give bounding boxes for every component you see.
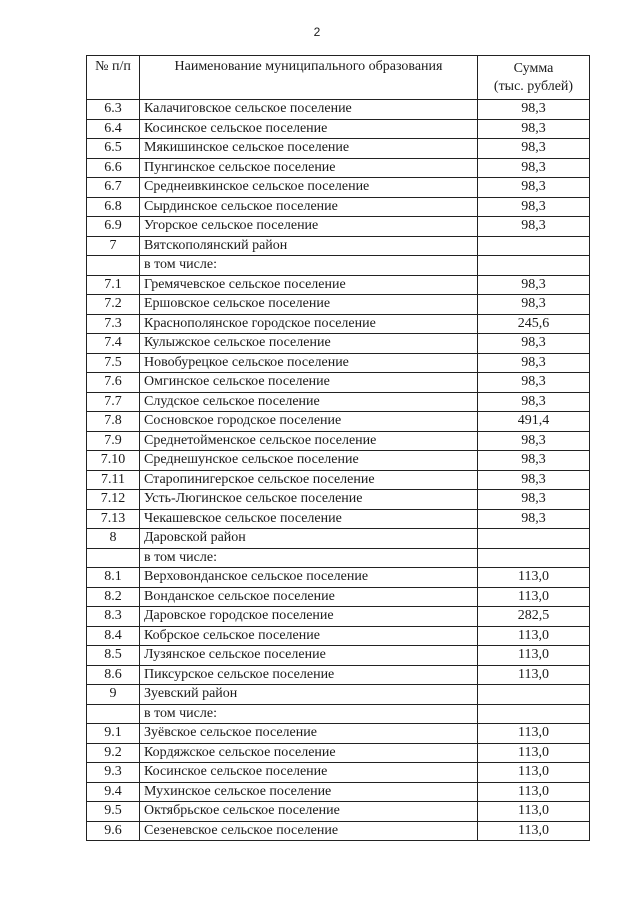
row-name: Сезеневское сельское поселение bbox=[140, 821, 478, 841]
row-name: Сырдинское сельское поселение bbox=[140, 197, 478, 217]
header-sum-line2: (тыс. рублей) bbox=[493, 78, 574, 94]
row-name: Косинское сельское поселение bbox=[140, 763, 478, 783]
table-row bbox=[87, 431, 590, 451]
row-sum: 282,5 bbox=[478, 607, 590, 627]
row-sum: 245,6 bbox=[478, 314, 590, 334]
table-row bbox=[87, 743, 590, 763]
table-row bbox=[87, 665, 590, 685]
table-row bbox=[87, 763, 590, 783]
row-number: 7.10 bbox=[87, 451, 140, 471]
row-name: Зуёвское сельское поселение bbox=[140, 724, 478, 744]
table-row bbox=[87, 139, 590, 159]
row-number: 6.5 bbox=[87, 139, 140, 159]
row-number: 9.4 bbox=[87, 782, 140, 802]
row-number: 6.9 bbox=[87, 217, 140, 237]
table-row bbox=[87, 353, 590, 373]
table-row bbox=[87, 470, 590, 490]
row-number: 8.5 bbox=[87, 646, 140, 666]
row-number: 9.1 bbox=[87, 724, 140, 744]
table-row bbox=[87, 178, 590, 198]
row-sum: 113,0 bbox=[478, 763, 590, 783]
row-sum: 98,3 bbox=[478, 373, 590, 393]
row-number: 7.11 bbox=[87, 470, 140, 490]
row-number: 9.5 bbox=[87, 802, 140, 822]
row-sum: 98,3 bbox=[478, 334, 590, 354]
row-sum: 98,3 bbox=[478, 119, 590, 139]
row-sum bbox=[478, 685, 590, 705]
row-name: Кобрское сельское поселение bbox=[140, 626, 478, 646]
page-number: 2 bbox=[313, 25, 321, 39]
row-name: Среднешунское сельское поселение bbox=[140, 451, 478, 471]
row-number: 7.7 bbox=[87, 392, 140, 412]
row-number: 6.8 bbox=[87, 197, 140, 217]
row-name: Угорское сельское поселение bbox=[140, 217, 478, 237]
header-name: Наименование муниципального образования bbox=[140, 56, 478, 100]
table-row bbox=[87, 568, 590, 588]
table-row bbox=[87, 587, 590, 607]
table-body bbox=[87, 100, 590, 841]
table-row bbox=[87, 256, 590, 276]
row-sum: 113,0 bbox=[478, 802, 590, 822]
row-sum bbox=[478, 236, 590, 256]
row-sum: 113,0 bbox=[478, 646, 590, 666]
row-sum: 113,0 bbox=[478, 743, 590, 763]
table-row bbox=[87, 626, 590, 646]
row-name: Октябрьское сельское поселение bbox=[140, 802, 478, 822]
row-name: Гремячевское сельское поселение bbox=[140, 275, 478, 295]
row-name: Лузянское сельское поселение bbox=[140, 646, 478, 666]
row-name: Новобурецкое сельское поселение bbox=[140, 353, 478, 373]
row-number: 7.2 bbox=[87, 295, 140, 315]
row-sum: 113,0 bbox=[478, 626, 590, 646]
table-row bbox=[87, 529, 590, 549]
row-name: Омгинское сельское поселение bbox=[140, 373, 478, 393]
table-row bbox=[87, 119, 590, 139]
row-number: 8 bbox=[87, 529, 140, 549]
row-sum: 113,0 bbox=[478, 724, 590, 744]
row-sum: 98,3 bbox=[478, 197, 590, 217]
row-sum: 98,3 bbox=[478, 392, 590, 412]
row-number: 6.4 bbox=[87, 119, 140, 139]
table-row bbox=[87, 373, 590, 393]
row-number bbox=[87, 704, 140, 724]
table-row bbox=[87, 236, 590, 256]
table-row bbox=[87, 392, 590, 412]
table-row bbox=[87, 490, 590, 510]
table-row bbox=[87, 509, 590, 529]
row-number: 6.3 bbox=[87, 100, 140, 120]
row-name: в том числе: bbox=[140, 256, 478, 276]
row-name: Калачиговское сельское поселение bbox=[140, 100, 478, 120]
table-row bbox=[87, 451, 590, 471]
table-row bbox=[87, 314, 590, 334]
row-sum bbox=[478, 704, 590, 724]
row-name: Мякишинское сельское поселение bbox=[140, 139, 478, 159]
table-row bbox=[87, 607, 590, 627]
table-row bbox=[87, 685, 590, 705]
row-name: Даровское городское поселение bbox=[140, 607, 478, 627]
row-number: 9 bbox=[87, 685, 140, 705]
allocation-table bbox=[86, 55, 590, 841]
row-number: 8.4 bbox=[87, 626, 140, 646]
row-name: Старопинигерское сельское поселение bbox=[140, 470, 478, 490]
row-number: 7.8 bbox=[87, 412, 140, 432]
row-name: Вятскополянский район bbox=[140, 236, 478, 256]
row-number: 6.7 bbox=[87, 178, 140, 198]
table-row bbox=[87, 217, 590, 237]
row-name: Пунгинское сельское поселение bbox=[140, 158, 478, 178]
row-name: Кордяжское сельское поселение bbox=[140, 743, 478, 763]
table-row bbox=[87, 802, 590, 822]
table-row bbox=[87, 821, 590, 841]
table-row bbox=[87, 548, 590, 568]
row-sum: 98,3 bbox=[478, 490, 590, 510]
table-row bbox=[87, 197, 590, 217]
row-number bbox=[87, 548, 140, 568]
row-name: Косинское сельское поселение bbox=[140, 119, 478, 139]
table-row bbox=[87, 275, 590, 295]
header-number: № п/п bbox=[87, 56, 140, 100]
row-name: Сосновское городское поселение bbox=[140, 412, 478, 432]
row-name: Ершовское сельское поселение bbox=[140, 295, 478, 315]
row-number: 9.3 bbox=[87, 763, 140, 783]
row-name: Усть-Люгинское сельское поселение bbox=[140, 490, 478, 510]
row-name: в том числе: bbox=[140, 548, 478, 568]
table-row bbox=[87, 646, 590, 666]
header-sum bbox=[478, 56, 590, 100]
row-name: Среднетойменское сельское поселение bbox=[140, 431, 478, 451]
row-number: 7.3 bbox=[87, 314, 140, 334]
row-sum: 113,0 bbox=[478, 665, 590, 685]
row-name: в том числе: bbox=[140, 704, 478, 724]
row-number: 9.6 bbox=[87, 821, 140, 841]
row-name: Мухинское сельское поселение bbox=[140, 782, 478, 802]
row-name: Верховонданское сельское поселение bbox=[140, 568, 478, 588]
row-sum bbox=[478, 548, 590, 568]
row-number: 8.3 bbox=[87, 607, 140, 627]
row-number: 7.13 bbox=[87, 509, 140, 529]
row-sum: 98,3 bbox=[478, 217, 590, 237]
row-sum: 98,3 bbox=[478, 158, 590, 178]
row-sum: 98,3 bbox=[478, 178, 590, 198]
row-name: Среднеивкинское сельское поселение bbox=[140, 178, 478, 198]
row-sum: 98,3 bbox=[478, 451, 590, 471]
row-number: 7.4 bbox=[87, 334, 140, 354]
row-number: 9.2 bbox=[87, 743, 140, 763]
table-row bbox=[87, 704, 590, 724]
row-name: Слудское сельское поселение bbox=[140, 392, 478, 412]
row-sum bbox=[478, 256, 590, 276]
row-number: 7.5 bbox=[87, 353, 140, 373]
row-sum: 98,3 bbox=[478, 509, 590, 529]
row-name: Чекашевское сельское поселение bbox=[140, 509, 478, 529]
row-number: 6.6 bbox=[87, 158, 140, 178]
row-sum: 98,3 bbox=[478, 353, 590, 373]
row-name: Вонданское сельское поселение bbox=[140, 587, 478, 607]
row-sum: 98,3 bbox=[478, 295, 590, 315]
row-sum: 113,0 bbox=[478, 782, 590, 802]
row-number: 8.1 bbox=[87, 568, 140, 588]
row-sum: 491,4 bbox=[478, 412, 590, 432]
row-sum: 113,0 bbox=[478, 587, 590, 607]
row-sum bbox=[478, 529, 590, 549]
table-row bbox=[87, 100, 590, 120]
row-number: 7.9 bbox=[87, 431, 140, 451]
table-row bbox=[87, 158, 590, 178]
table-row bbox=[87, 334, 590, 354]
row-name: Кулыжское сельское поселение bbox=[140, 334, 478, 354]
row-sum: 113,0 bbox=[478, 821, 590, 841]
table-header-row bbox=[87, 56, 590, 100]
table-row bbox=[87, 782, 590, 802]
row-sum: 113,0 bbox=[478, 568, 590, 588]
row-sum: 98,3 bbox=[478, 100, 590, 120]
row-number: 8.2 bbox=[87, 587, 140, 607]
row-name: Даровской район bbox=[140, 529, 478, 549]
row-number bbox=[87, 256, 140, 276]
row-sum: 98,3 bbox=[478, 431, 590, 451]
row-name: Пиксурское сельское поселение bbox=[140, 665, 478, 685]
row-number: 8.6 bbox=[87, 665, 140, 685]
row-name: Зуевский район bbox=[140, 685, 478, 705]
row-number: 7.6 bbox=[87, 373, 140, 393]
row-name: Краснополянское городское поселение bbox=[140, 314, 478, 334]
row-number: 7.1 bbox=[87, 275, 140, 295]
row-number: 7.12 bbox=[87, 490, 140, 510]
table-row bbox=[87, 412, 590, 432]
row-number: 7 bbox=[87, 236, 140, 256]
header-sum-line1: Сумма bbox=[513, 60, 554, 76]
row-sum: 98,3 bbox=[478, 139, 590, 159]
table-row bbox=[87, 724, 590, 744]
row-sum: 98,3 bbox=[478, 275, 590, 295]
table-row bbox=[87, 295, 590, 315]
row-sum: 98,3 bbox=[478, 470, 590, 490]
